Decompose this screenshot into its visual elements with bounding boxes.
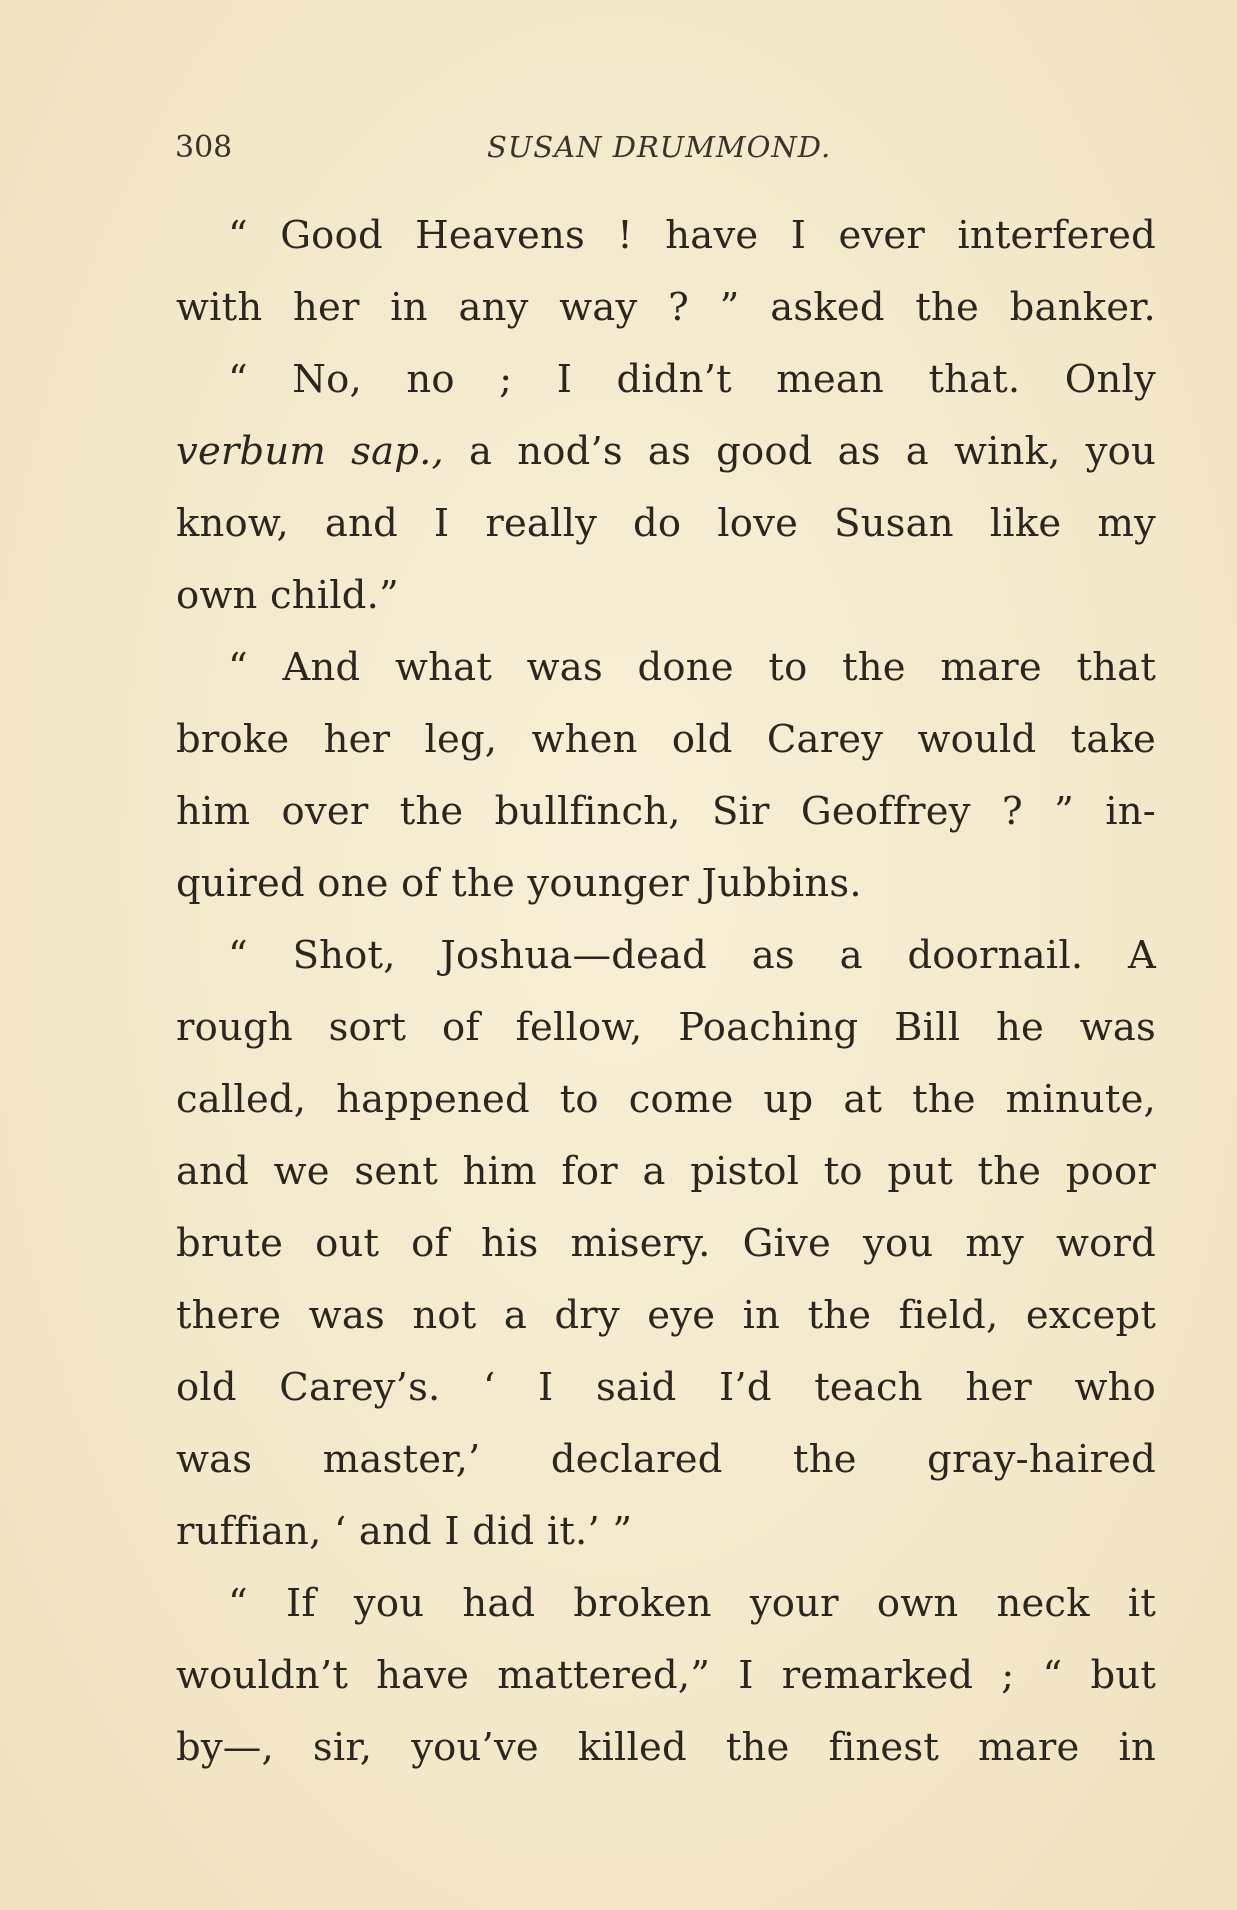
text-line: “ Shot, Joshua—dead as a doornail. A [228,933,1156,978]
text-line: wouldn’t have mattered,” I remarked ; “ but [176,1653,1156,1698]
text-line: him over the bullfinch, Sir Geoffrey ? ” in- [176,789,1156,834]
text-line: there was not a dry eye in the field, except [176,1293,1156,1338]
page-header [175,130,1155,170]
text-line: ruffian, ‘ and I did it.’ ” [176,1509,633,1554]
body-text [176,200,1156,1784]
text-line: “ No, no ; I didn’t mean that. Only [228,357,1156,402]
latin-phrase: verbum sap., [176,429,444,474]
text-line: with her in any way ? ” asked the banker. [176,285,1156,330]
text-line: rough sort of fellow, Poaching Bill he was [176,1005,1156,1050]
text-line: “ If you had broken your own neck it [228,1581,1156,1626]
text-line: “ And what was done to the mare that [228,645,1156,690]
text-line: quired one of the younger Jubbins. [176,861,862,906]
text-line: and we sent him for a pistol to put the poor [176,1149,1156,1194]
text-line: old Carey’s. ‘ I said I’d teach her who [176,1365,1156,1410]
text-line: called, happened to come up at the minute, [176,1077,1156,1122]
text-line: verbum sap., a nod’s as good as a wink, you [176,429,1156,474]
page-number: 308 [175,130,233,165]
text-line: was master,’ declared the gray-haired [176,1437,1156,1482]
text-line: “ Good Heavens ! have I ever interfered [228,213,1156,258]
text-line: by—, sir, you’ve killed the finest mare in [176,1725,1156,1770]
text-line: brute out of his misery. Give you my word [176,1221,1156,1266]
running-title: SUSAN DRUMMOND. [487,130,832,164]
text-line: broke her leg, when old Carey would take [176,717,1156,762]
text-line: own child.” [176,573,399,618]
text-line: know, and I really do love Susan like my [176,501,1156,546]
